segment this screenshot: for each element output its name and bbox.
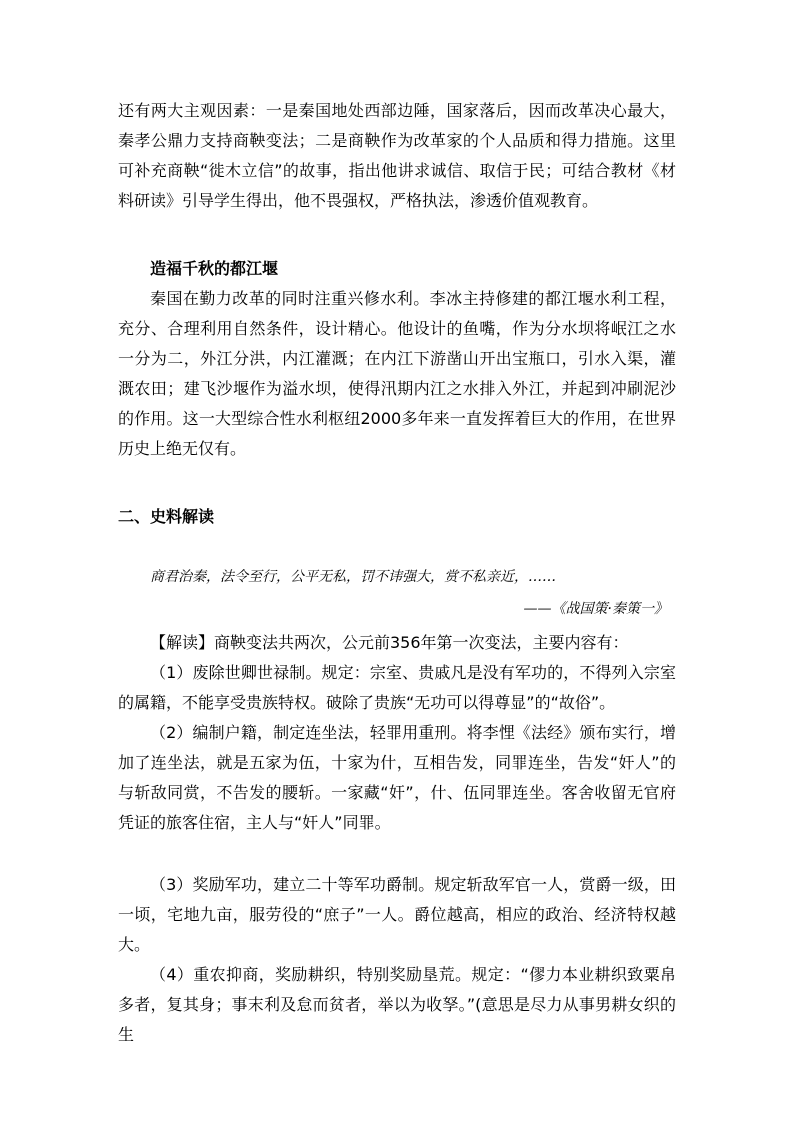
quote-source: ——《战国策·秦策一》 <box>523 601 668 617</box>
historical-quote: 商君治秦，法令至行，公平无私，罚不讳强大，赏不私亲近，…… <box>150 569 556 585</box>
dujiangyan-paragraph: 秦国在勤力改革的同时注重兴修水利。李冰主持修建的都江堰水利工程，充分、合理利用自然条件，设计精心。他设计的鱼嘴，作为分水坝将岷江之水一分为二，外江分洪，内江灌溉；在内江下游凿山开出宝瓶口，引水入渠，灌溉农田；建飞沙堰作为溢水坝，使得汛期内江之水排入外江，并起到冲刷泥沙的作用。这一大型综合性水利枢纽2000多年来一直发挥着巨大的作用，在世界历史上绝无仅有。 <box>118 289 676 458</box>
reform-item-4: （4）重农抑商，奖励耕织，特别奖励垦荒。规定：“僇力本业耕织致粟帛多者，复其身；事末利及怠而贫者，举以为收孥。”(意思是尽力从事男耕女织的生 <box>118 965 676 1044</box>
reform-item-3: （3）奖励军功，建立二十等军功爵制。规定斩敌军官一人，赏爵一级，田一顷，宅地九亩，服劳役的“庶子”一人。爵位越高，相应的政治、经济特权越大。 <box>118 875 676 954</box>
intro-paragraph: 还有两大主观因素：一是秦国地处西部边陲，国家落后，因而改革决心最大，秦孝公鼎力支持商鞅变法；二是商鞅作为改革家的个人品质和得力措施。这里可补充商鞅“徙木立信”的故事，指出他讲求诚信、取信于民；可结合教材《材料研读》引导学生得出，他不畏强权，严格执法，渗透价值观教育。 <box>118 101 676 210</box>
reform-item-1: （1）废除世卿世禄制。规定：宗室、贵戚凡是没有军功的，不得列入宗室的属籍，不能享受贵族特权。破除了贵族“无功可以得尊显”的“故俗”。 <box>118 663 676 712</box>
interpretation-intro: 【解读】商鞅变法共两次，公元前356年第一次变法，主要内容有： <box>150 633 629 652</box>
reform-item-2: （2）编制户籍，制定连坐法，轻罪用重刑。将李悝《法经》颁布实行，增加了连坐法，就是五家为伍，十家为什，互相告发，同罪连坐，告发“奸人”的与斩敌同赏，不告发的腰斩。一家藏“奸”，什、伍同罪连坐。客舍收留无官府凭证的旅客住宿，主人与“奸人”同罪。 <box>118 723 676 832</box>
dujiangyan-heading: 造福千秋的都江堰 <box>150 259 279 278</box>
section-heading-historical-reading: 二、史料解读 <box>118 507 215 526</box>
